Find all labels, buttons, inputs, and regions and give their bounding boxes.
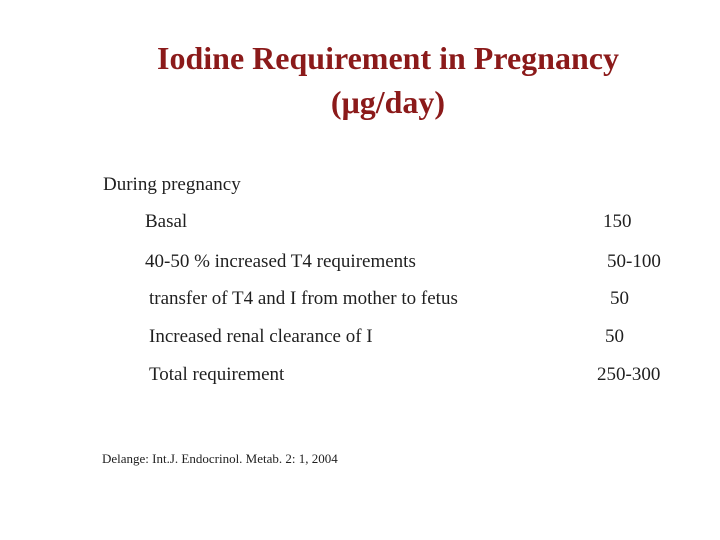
citation: Delange: Int.J. Endocrinol. Metab. 2: 1, 2004 (102, 451, 338, 466)
row-value: 50-100 (607, 251, 661, 272)
row-label: Basal (145, 211, 188, 232)
row-value: 50 (605, 326, 624, 347)
row-label: Increased renal clearance of I (149, 326, 373, 347)
row-label: 40-50 % increased T4 requirements (145, 251, 416, 272)
row-label: transfer of T4 and I from mother to fetus (149, 288, 458, 309)
row-label: Total requirement (149, 364, 285, 385)
row-value: 50 (610, 288, 629, 309)
slide-title: Iodine Requirement in Pregnancy (157, 40, 619, 76)
row-value: 150 (603, 211, 632, 232)
row-value: 250-300 (597, 364, 661, 385)
section-heading: During pregnancy (103, 174, 241, 195)
slide-title-unit: (μg/day) (330, 84, 446, 120)
